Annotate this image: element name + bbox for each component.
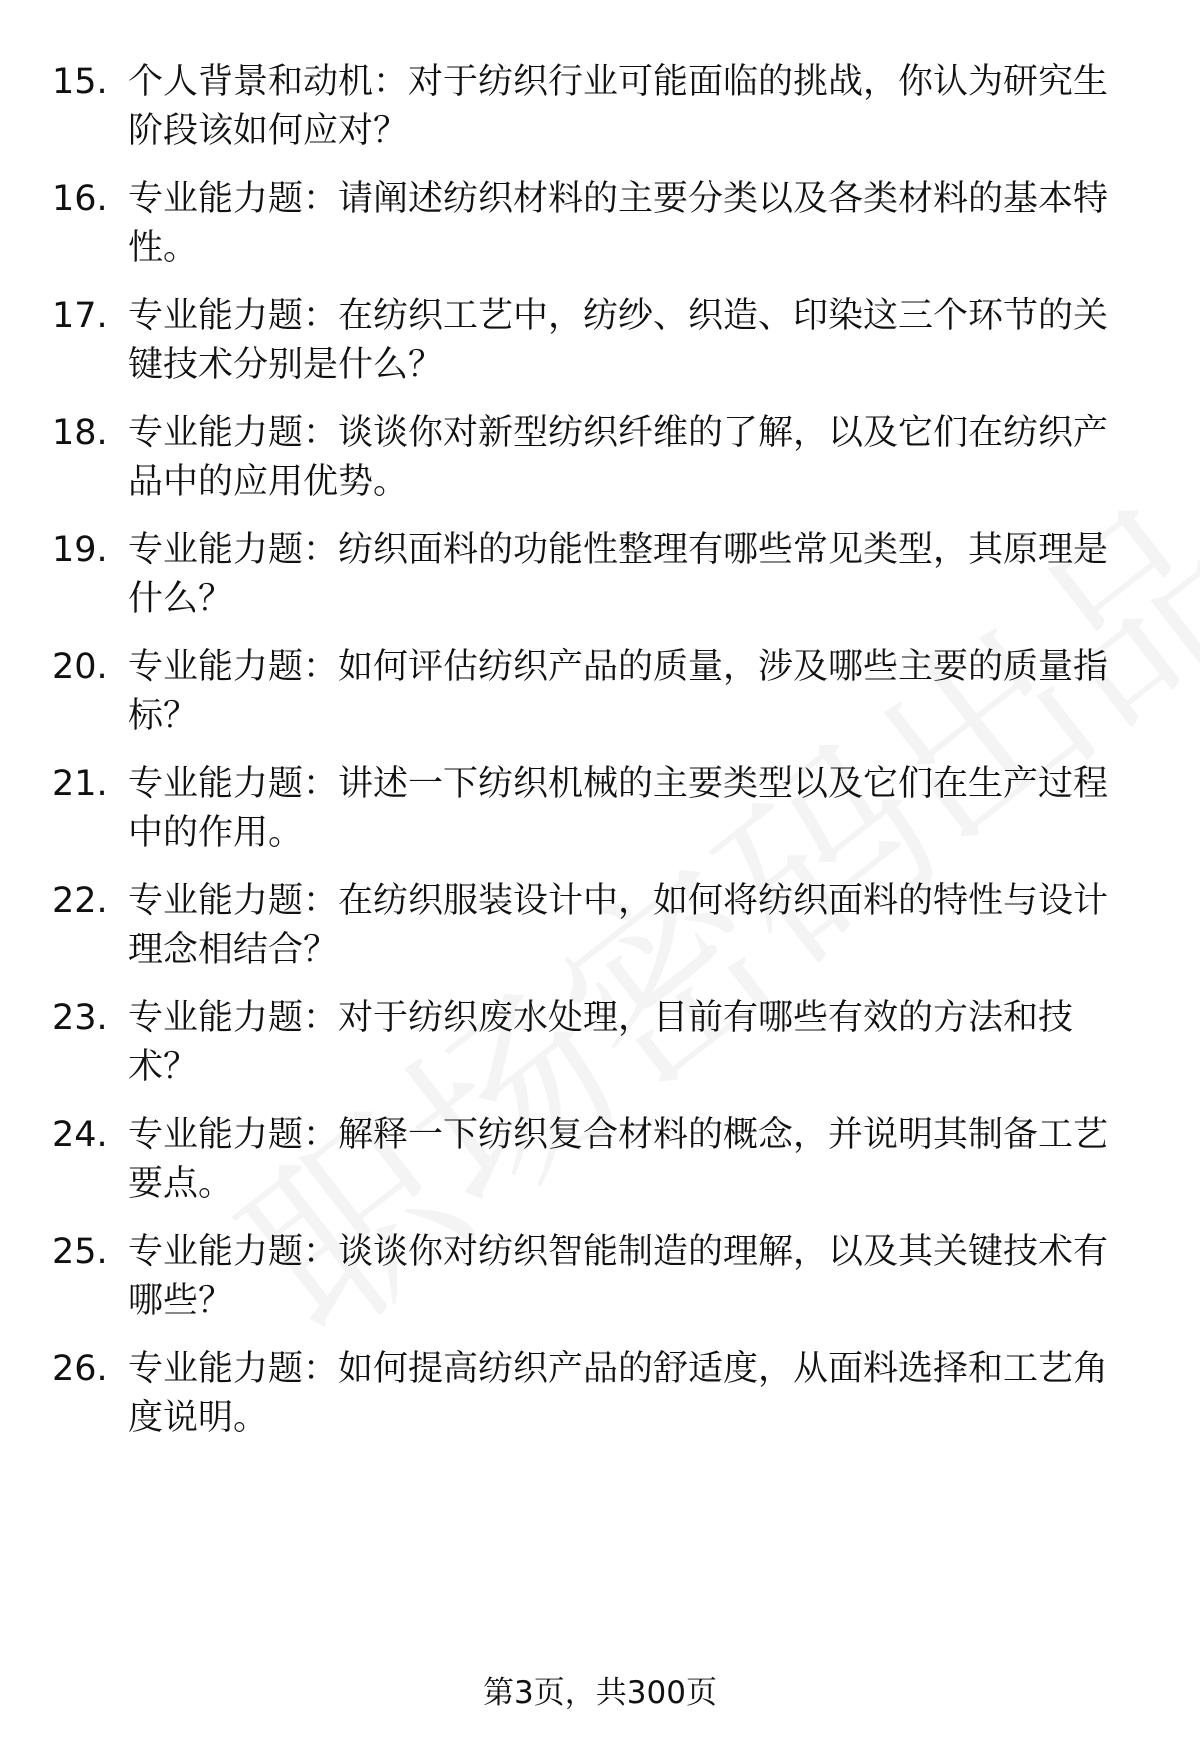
question-text: 专业能力题：谈谈你对新型纺织纤维的了解，以及它们在纺织产品中的应用优势。 [128,413,1109,502]
question-text: 专业能力题：对于纺织废水处理，目前有哪些有效的方法和技术？ [128,998,1074,1087]
question-text: 专业能力题：在纺织工艺中，纺纱、织造、印染这三个环节的关键技术分别是什么？ [128,296,1109,385]
question-number: 25. [52,1232,108,1272]
question-text: 专业能力题：如何提高纺织产品的舒适度，从面料选择和工艺角度说明。 [128,1349,1109,1438]
question-text: 专业能力题：解释一下纺织复合材料的概念，并说明其制备工艺要点。 [128,1115,1109,1204]
page-footer: 第3页，共300页 [483,1675,717,1711]
question-number: 26. [52,1349,108,1389]
question-text: 专业能力题：请阐述纺织材料的主要分类以及各类材料的基本特性。 [128,179,1109,268]
question-number: 21. [52,764,108,804]
question-number: 18. [52,413,108,453]
question-number: 17. [52,296,108,336]
question-number: 19. [52,530,108,570]
question-text: 专业能力题：谈谈你对纺织智能制造的理解，以及其关键技术有哪些？ [128,1232,1109,1321]
question-number: 20. [52,647,108,687]
question-text: 个人背景和动机：对于纺织行业可能面临的挑战，你认为研究生阶段该如何应对？ [128,62,1109,151]
question-number: 24. [52,1115,108,1155]
question-text: 专业能力题：在纺织服装设计中，如何将纺织面料的特性与设计理念相结合？ [128,881,1109,970]
question-number: 23. [52,998,108,1038]
question-text: 专业能力题：如何评估纺织产品的质量，涉及哪些主要的质量指标？ [128,647,1109,736]
question-number: 15. [52,62,108,102]
question-text: 专业能力题：纺织面料的功能性整理有哪些常见类型，其原理是什么？ [128,530,1109,619]
question-number: 16. [52,179,108,219]
question-number: 22. [52,881,108,921]
question-text: 专业能力题：讲述一下纺织机械的主要类型以及它们在生产过程中的作用。 [128,764,1109,853]
